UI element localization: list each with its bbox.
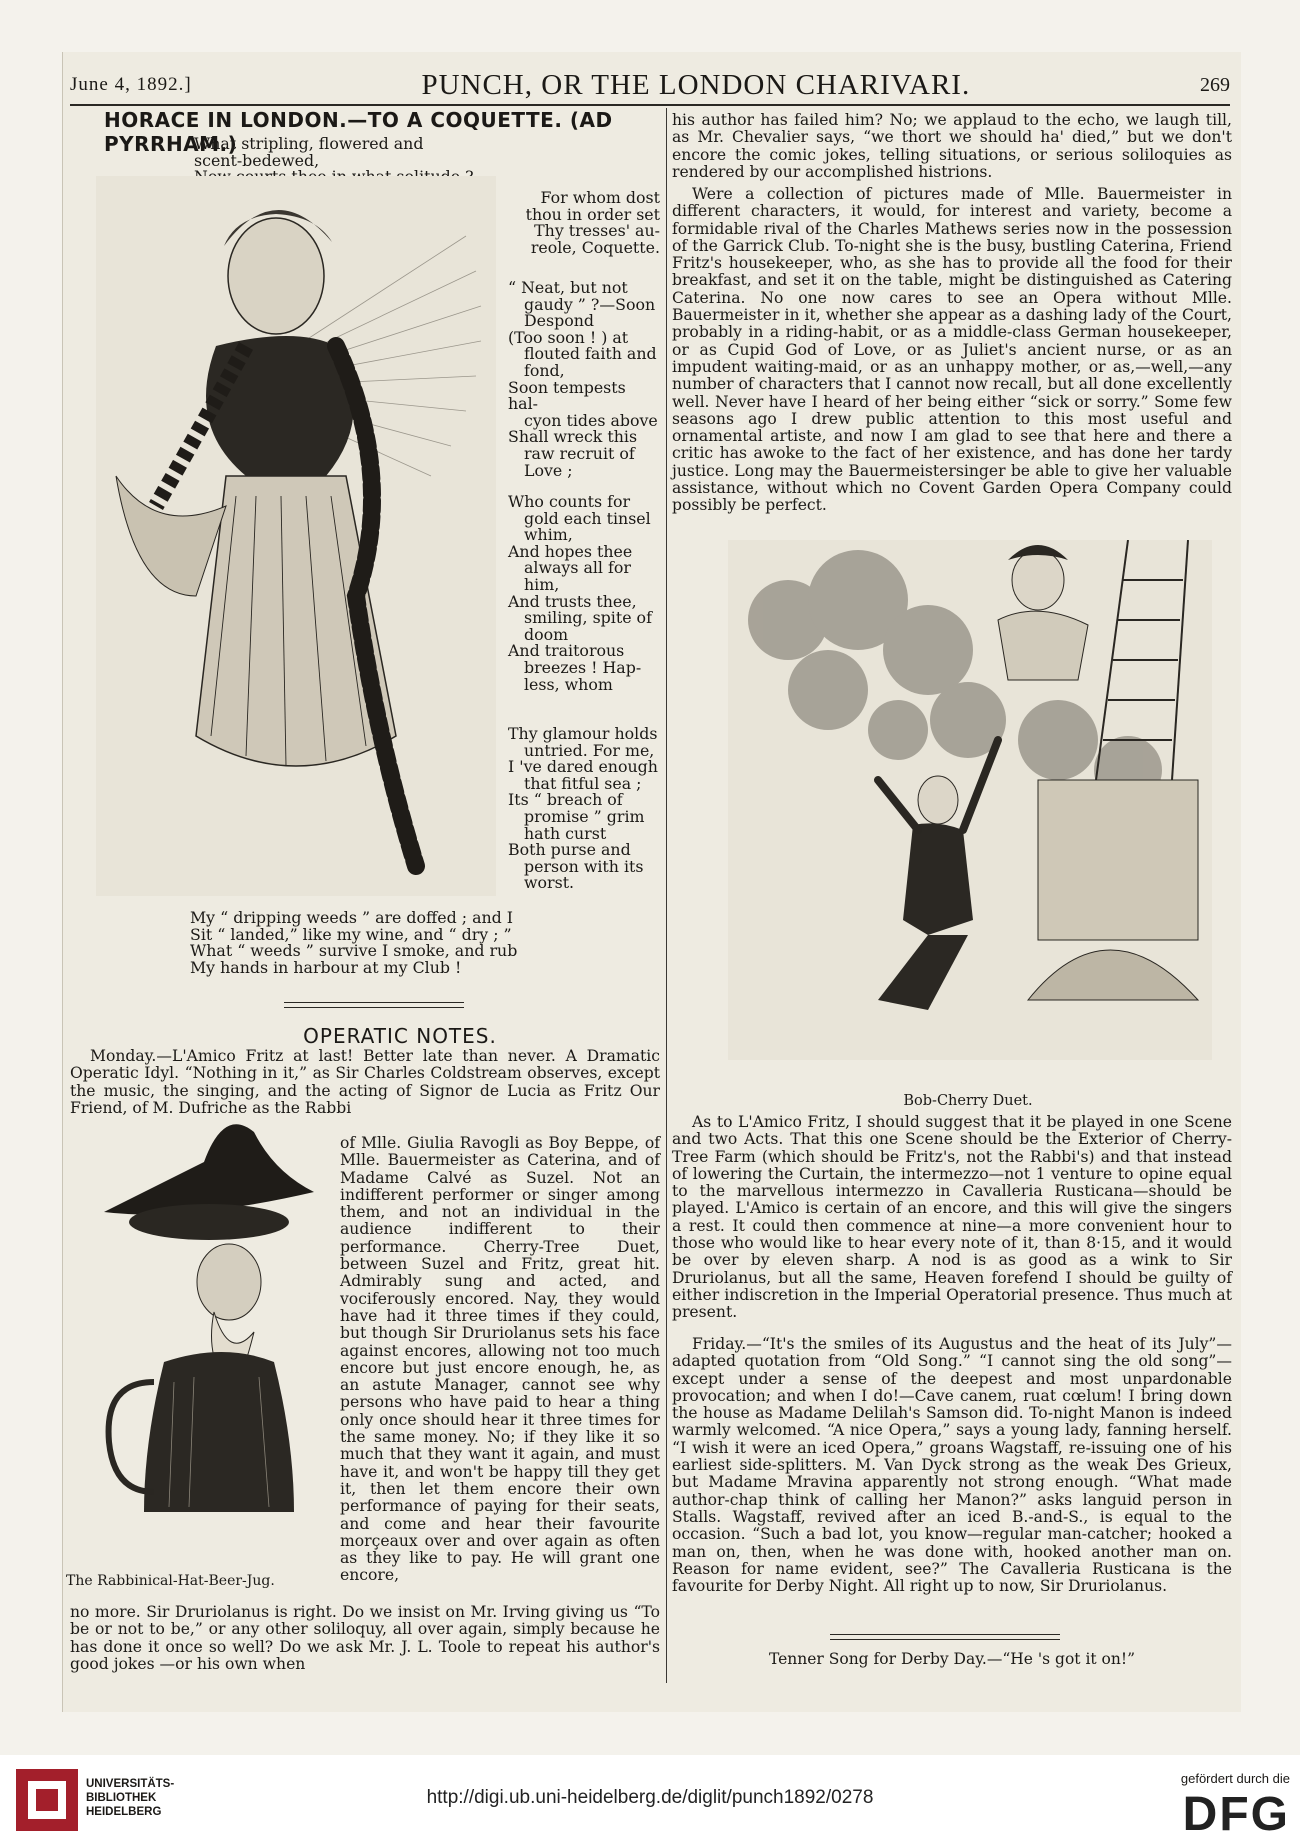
library-line: BIBLIOTHEK [86,1792,157,1804]
header-title: PUNCH, OR THE LONDON CHARIVARI. [421,68,971,101]
poem-line: reole, Coquette. [530,237,660,257]
poem-line: hath curst [524,823,607,843]
poem-line: I 've dared enough [508,757,658,777]
horace-stanza-3 [508,494,660,693]
paragraph: As to L'Amico Fritz, I should suggest that it be played in one Scene and two Acts. That this one Scene should be the Exterior of Cherry-Tree Farm (which should be Fritz's, not the Rabbi's) and that instead of lowering the Curtain, the intermezzo—not 1 venture to opine equal to the marvellous intermezzo in Cavalleria Rusticana—should be played. L'Amico is certain of an encore, and this will give the singers a rest. It could then commence at nine—a more convenient hour to those who would like to hear every note of it, than 8·15, and it would be over by eleven sharp. A nod is as good as a wink to Sir Druriolanus, but all the same, Heaven forefend I should be guilty of either indiscretion in the Imperial Operatorial presence. Thus much at present. [672,1113,1232,1322]
poem-line: My hands in harbour at my Club ! [190,957,462,977]
paragraph: Friday.—“It's the smiles of its Augustus and the heat of its July”—adapted quotation from “Old Song.” “I cannot sing the old song”—except under a sense of the deepest and most unpardonable provocation; and when I do!—Cave canem, ruat cœlum! I bring down the house as Madame Delilah's Samson did. To-night Manon is indeed warmly welcomed. “A nice Opera,” says a young lady, fanning herself. “I wish it were an iced Opera,” groans Wagstaff, re-issuing one of his earliest side-splitters. M. Van Dyck strong as the weak Des Grieux, but Madame Mravina apparently not strong enough. “What made author-chap think of calling her Manon?” asks languid person in Stalls. Wagstaff, revived after an iced B.-and-S., is equal to the occasion. “Such a bad lot, you know—regular man-catcher; hooked a man on, then, when he was done with, hooked another man on. Reason for name evident, see?” The Cavalleria Rusticana is the favourite for Derby Night. All right up to now, Sir Druriolanus. [672,1335,1232,1596]
poem-line: untried. For me, [524,740,655,760]
poem-line: And hopes thee [508,541,633,561]
poem-line: that fitful sea ; [524,773,642,793]
poem-line: him, [524,574,560,594]
tenner-song-caption: Tenner Song for Derby Day.—“He 's got it on!” [768,1650,1136,1668]
poem-line: Shall wreck this [508,427,638,447]
duet-drawing [728,540,1212,1060]
paragraph: Were a collection of pictures made of Mlle. Bauermeister in different characters, it would, for interest and variety, become a formidable rival of the Charles Mathews series now in the possession of the Garrick Club. To-night she is the busy, bustling Caterina, Friend Fritz's housekeeper, who, as she has to provide all the food for their breakfast, and set it on the table, might be distinguished as Catering Caterina. No one now cares to see an Opera without Mlle. Bauermeister in it, whether she appear as a dashing lady of the Court, probably in a riding-habit, or as a middle-class German housekeeper, or as Cupid God of Love, or as Juliet's ancient nurse, or as an impudent waiting-maid, or as an unhappy mother, or as,—well,—any number of characters that I cannot now recall, but all done excellently well. Never have I heard of her being either “sick or sorry.” Some few seasons ago I drew public attention to this most useful and ornamental artiste, and now I am glad to see that here and there a critic has awoke to the fact of her existence, and has done her tardy justice. Long may the Bauermeistersinger be able to give her valuable assistance, without which no Covent Garden Opera Company could possibly be perfect. [672,185,1232,515]
poem-line: What stripling, flowered and scent-bedewed, [194,134,424,170]
right-para-3 [672,1114,1232,1322]
poem-line: Love ; [524,460,573,480]
poem-line: flouted faith and [524,344,657,364]
poem-line: My “ dripping weeds ” are doffed ; and I [190,908,514,927]
paragraph: his author has failed him? No; we applaud to the echo, we laugh till, as Mr. Chevalier says, “we thort we should ha' died,” but we don't encore the comic jokes, telling situations, or serious soliloquies as rendered by our accomplished histrions. [672,111,1232,181]
poem-line: Despond [524,311,595,331]
right-para-2 [672,186,1232,515]
poem-line: For whom dost [540,188,660,207]
poem-line: Thy tresses' au- [534,221,660,241]
paragraph: no more. Sir Druriolanus is right. Do we insist on Mr. Irving giving us “To be or not to be,” or any other soliloquy, all over again, simply because he has done it once so well? Do we ask Mr. J. L. Toole to repeat his author's good jokes —or his own when [70,1603,660,1673]
poem-line: always all for [524,558,631,578]
duet-caption: Bob-Cherry Duet. [903,1093,1033,1109]
poem-line: Sit “ landed,” like my wine, and “ dry ; ” [190,924,512,944]
poem-line: whim, [524,525,573,545]
bob-cherry-duet-illustration [728,540,1212,1060]
page-header [70,66,1230,106]
poem-line: smiling, spite of [524,608,652,628]
source-url-link[interactable]: http://digi.ub.uni-heidelberg.de/diglit/punch1892/0278 [426,1787,874,1808]
right-para-4 [672,1336,1232,1595]
header-date: June 4, 1892.] [70,74,192,95]
poem-line: thou in order set [525,204,660,224]
poem-line: And trusts thee, [508,591,637,611]
poem-line: gaudy ” ?—Soon [524,294,656,314]
library-name [86,1777,174,1819]
operatic-para-bottom [70,1604,660,1673]
paragraph: of Mlle. Giulia Ravogli as Boy Beppe, of Mlle. Bauermeister as Caterina, and of Madame Calvé as Suzel. Not an indifferent performer or singer among them, and not an individual in the audience indifferent to their performance. Cherry-Tree Duet, between Suzel and Fritz, great hit. Admirably sung and acted, and vociferously encored. Nay, they would have had it three times if they could, but though Sir Druriolanus sets his face against encores, allowing not too much encore but just encore enough, he, as an astute Manager, cannot see why persons who have paid to hear a thing only once should hear it three times for the same money. No; if they like it so much that they want it again, and must have it, and won't be happy till they get it, then let them encore their own performance of paying for their seats, and come and hear their favourite morçeaux over and over again as often as they like to pay. He will grant one encore, [340,1134,660,1585]
poem-line: doom [524,624,569,644]
poem-line: gold each tinsel [524,508,651,528]
horace-closing [190,910,570,976]
operatic-para-full [70,1048,660,1117]
poem-line: cyon tides above [524,410,658,430]
digitization-footer [0,1755,1300,1846]
paragraph: Monday.—L'Amico Fritz at last! Better late than never. A Dramatic Operatic Idyl. “Nothing in it,” as Sir Charles Coldstream observes, except the music, the singing, and the acting of Signor de Lucia as Fritz Our Friend, of M. Dufriche as the Rabbi [70,1047,660,1117]
poem-line: fond, [524,360,565,380]
horace-stanza-2 [508,280,660,479]
poem-line: What “ weeds ” survive I smoke, and rub [190,941,518,961]
jug-caption: The Rabbinical-Hat-Beer-Jug. [66,1573,275,1589]
poem-line: person with its [524,856,644,876]
section-rule [830,1634,1060,1640]
horace-stanza-1 [508,190,660,256]
column-divider [666,108,667,1683]
operatic-notes-heading: OPERATIC NOTES. [303,1024,497,1048]
operatic-para-right [340,1135,660,1585]
poem-line: And traitorous [508,641,625,661]
poem-line: Its “ breach of [508,790,623,810]
poem-line: “ Neat, but not [508,278,628,297]
poem-line: Thy glamour holds [508,724,658,743]
horace-stanza-4 [508,726,660,892]
poem-line: Both purse and [508,840,631,860]
horace-title: HORACE IN LONDON.—TO A COQUETTE. (AD PYRRHAM.) [104,108,613,156]
university-seal-icon [16,1769,78,1831]
header-page-number: 269 [1200,73,1230,96]
poem-line: less, whom [524,674,613,694]
poem-line: Who counts for [508,492,631,511]
dfg-logo: DFG [1182,1788,1290,1841]
beer-jug-illustration [84,1112,334,1552]
right-para-1 [672,112,1232,181]
poem-line: promise ” grim [524,806,645,826]
coquette-drawing [96,176,496,896]
poem-line: breezes ! Hap- [524,657,642,677]
poem-line: (Too soon ! ) at [508,327,629,347]
funded-by-label: gefördert durch die [1180,1771,1290,1786]
beer-jug-drawing [84,1112,334,1552]
coquette-illustration [96,176,496,896]
library-line: HEIDELBERG [86,1806,162,1818]
poem-line: worst. [524,873,575,893]
library-line: UNIVERSITÄTS- [86,1778,175,1790]
section-rule [284,1002,464,1008]
poem-line: raw recruit of [524,443,635,463]
poem-line: Soon tempests hal- [508,377,626,414]
